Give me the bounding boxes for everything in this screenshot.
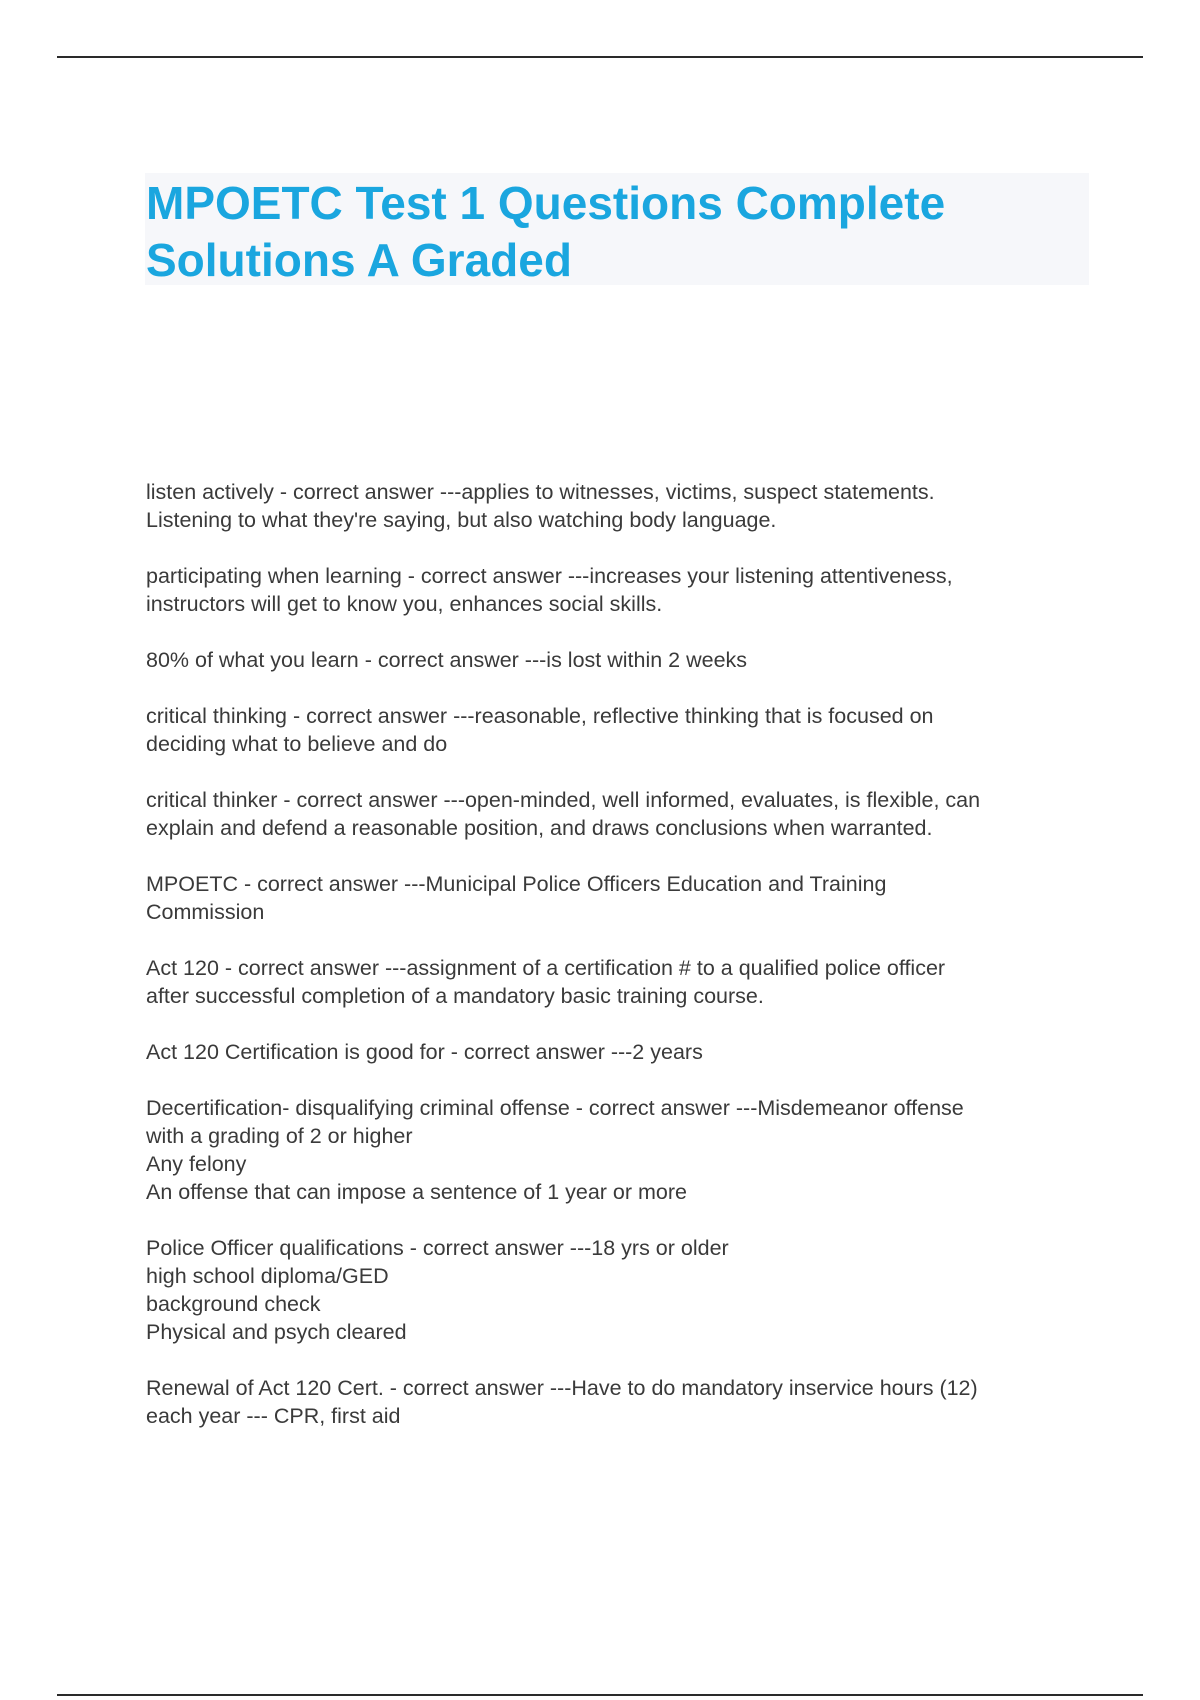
qa-line: MPOETC - correct answer ---Municipal Police Officers Education and Training	[146, 872, 887, 896]
title-line: MPOETC Test 1 Questions Complete	[146, 177, 946, 229]
qa-item-critical-thinker	[146, 786, 1096, 842]
qa-item-officer-qualifications	[146, 1234, 1096, 1346]
qa-item-act-120-good-for	[146, 1038, 1096, 1066]
qa-line: with a grading of 2 or higher	[146, 1124, 413, 1148]
qa-item-critical-thinking	[146, 702, 1096, 758]
qa-line: Physical and psych cleared	[146, 1320, 407, 1344]
qa-line: 80% of what you learn - correct answer ---is lost within 2 weeks	[146, 648, 748, 672]
qa-line: background check	[146, 1292, 321, 1316]
qa-item-mpoetc	[146, 870, 1096, 926]
title-line: Solutions A Graded	[146, 234, 572, 286]
qa-item-decertification	[146, 1094, 1096, 1206]
qa-line: Decertification- disqualifying criminal offense - correct answer ---Misdemeanor offense	[146, 1096, 964, 1120]
qa-item-listen-actively	[146, 478, 1096, 534]
qa-line: Act 120 - correct answer ---assignment of a certification # to a qualified police officer	[146, 956, 946, 980]
document-title	[146, 175, 1086, 289]
qa-line: Commission	[146, 900, 265, 924]
qa-item-renewal	[146, 1374, 1096, 1430]
qa-line: Any felony	[146, 1152, 247, 1176]
qa-line: Act 120 Certification is good for - correct answer ---2 years	[146, 1040, 703, 1064]
qa-list	[146, 478, 1096, 1458]
qa-line: deciding what to believe and do	[146, 732, 448, 756]
qa-line: Police Officer qualifications - correct answer ---18 yrs or older	[146, 1236, 729, 1260]
qa-line: explain and defend a reasonable position, and draws conclusions when warranted.	[146, 816, 933, 840]
qa-line: high school diploma/GED	[146, 1264, 389, 1288]
qa-item-act-120	[146, 954, 1096, 1010]
footer-rule	[57, 1694, 1143, 1696]
header-rule	[57, 56, 1143, 58]
qa-line: after successful completion of a mandatory basic training course.	[146, 984, 764, 1008]
qa-line: Renewal of Act 120 Cert. - correct answer ---Have to do mandatory inservice hours (12)	[146, 1376, 978, 1400]
qa-line: instructors will get to know you, enhances social skills.	[146, 592, 663, 616]
qa-line: listen actively - correct answer ---applies to witnesses, victims, suspect statements.	[146, 480, 935, 504]
qa-item-participating	[146, 562, 1096, 618]
qa-line: An offense that can impose a sentence of 1 year or more	[146, 1180, 688, 1204]
qa-line: critical thinking - correct answer ---reasonable, reflective thinking that is focused on	[146, 704, 934, 728]
qa-item-80-percent	[146, 646, 1096, 674]
qa-line: critical thinker - correct answer ---open-minded, well informed, evaluates, is flexible, can	[146, 788, 981, 812]
qa-line: participating when learning - correct answer ---increases your listening attentiveness,	[146, 564, 953, 588]
qa-line: Listening to what they're saying, but also watching body language.	[146, 508, 777, 532]
qa-line: each year --- CPR, first aid	[146, 1404, 401, 1428]
